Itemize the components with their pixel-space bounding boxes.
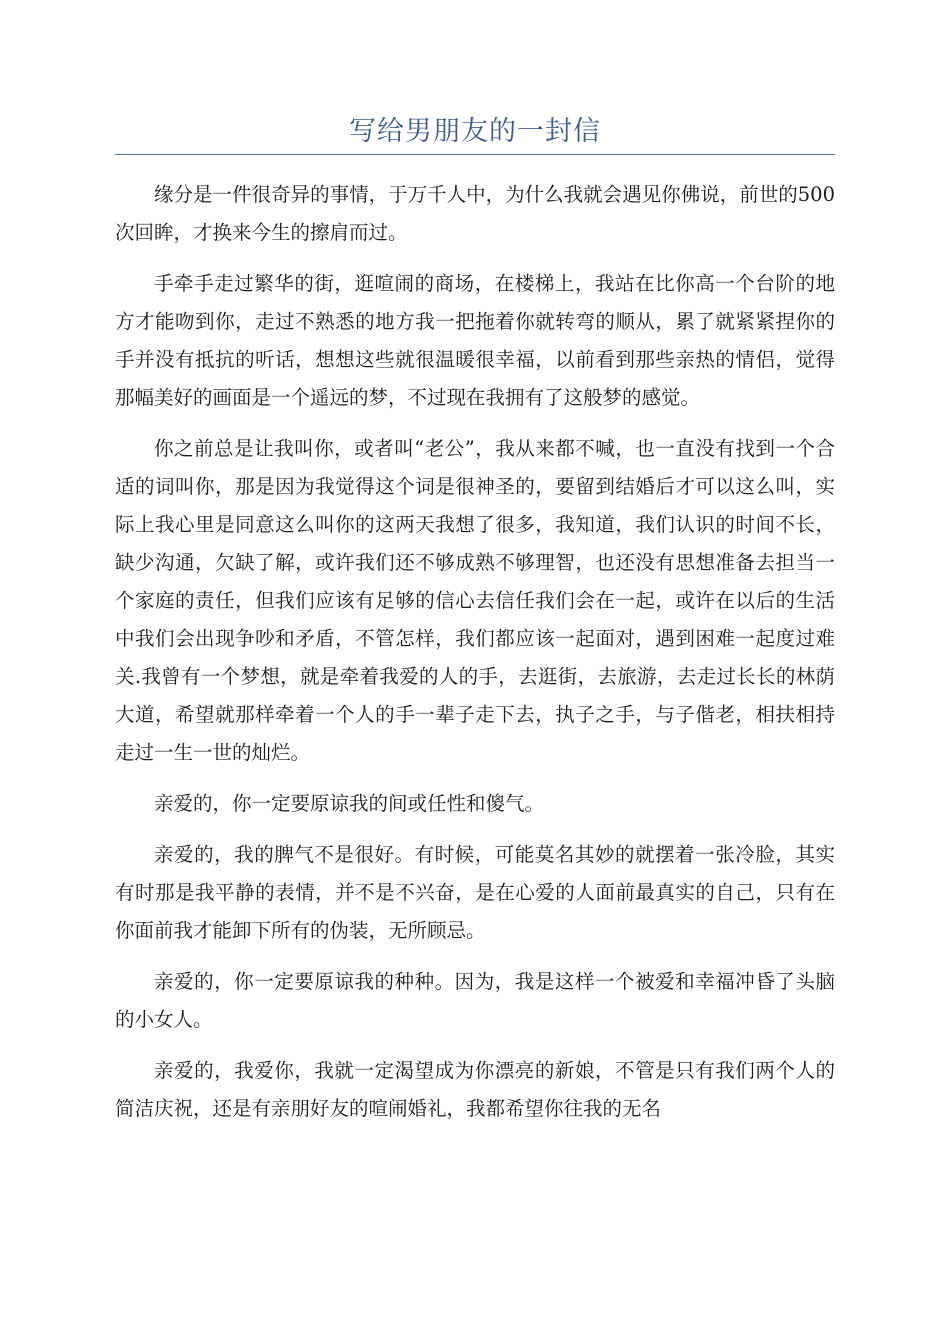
title-underline bbox=[115, 154, 835, 155]
paragraph-6: 亲爱的，你一定要原谅我的种种。因为，我是这样一个被爱和幸福冲昏了头脑的小女人。 bbox=[115, 970, 835, 1031]
paragraph-7: 亲爱的，我爱你，我就一定渴望成为你漂亮的新娘，不管是只有我们两个人的简洁庆祝，还是有亲朋好友的喧闹婚礼，我都希望你往我的无名 bbox=[115, 1059, 835, 1120]
paragraph-2: 手牵手走过繁华的街，逛喧闹的商场，在楼梯上，我站在比你高一个台阶的地方才能吻到你，走过不熟悉的地方我一把拖着你就转弯的顺从，累了就紧紧捏你的手并没有抵抗的听话，想想这些就很温暖很幸福，以前看到那些亲热的情侣，觉得那幅美好的画面是一个遥远的梦，不过现在我拥有了这般梦的感觉。 bbox=[115, 272, 835, 409]
paragraph-3: 你之前总是让我叫你，或者叫“老公”，我从来都不喊，也一直没有找到一个合适的词叫你，那是因为我觉得这个词是很神圣的，要留到结婚后才可以这么叫，实际上我心里是同意这么叫你的这两天我想了很多，我知道，我们认识的时间不长，缺少沟通，欠缺了解，或许我们还不够成熟不够理智，也还没有思想准备去担当一个家庭的责任，但我们应该有足够的信心去信任我们会在一起，或许在以后的生活中我们会出现争吵和矛盾，不管怎样，我们都应该一起面对，遇到困难一起度过难关.我曾有一个梦想，就是牵着我爱的人的手，去逛街，去旅游，去走过长长的林荫大道，希望就那样牵着一个人的手一辈子走下去，执子之手，与子偕老，相扶相持走过一生一世的灿烂。 bbox=[115, 437, 835, 764]
paragraph-4: 亲爱的，你一定要原谅我的间或任性和傻气。 bbox=[154, 792, 545, 815]
paragraph-5: 亲爱的，我的脾气不是很好。有时候，可能莫名其妙的就摆着一张冷脸，其实有时那是我平静的表情，并不是不兴奋，是在心爱的人面前最真实的自己，只有在你面前我才能卸下所有的伪装，无所顾忌。 bbox=[115, 843, 835, 942]
document-title: 写给男朋友的一封信 bbox=[349, 116, 601, 147]
paragraph-1: 缘分是一件很奇异的事情，于万千人中，为什么我就会遇见你佛说，前世的500次回眸，才换来今生的擦肩而过。 bbox=[115, 183, 835, 244]
document-body bbox=[115, 176, 835, 1141]
